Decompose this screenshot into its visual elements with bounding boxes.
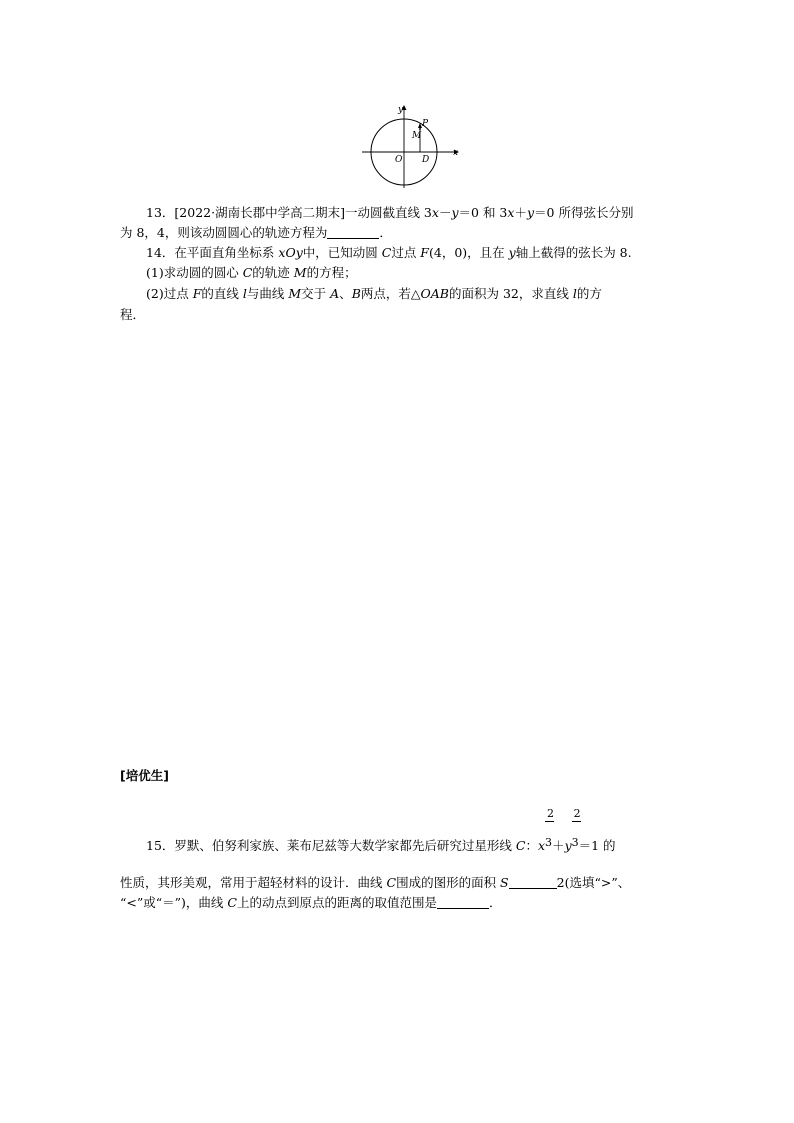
label-x: x [453, 148, 459, 158]
fraction-bar [545, 821, 554, 822]
answer-blank[interactable] [509, 876, 557, 889]
label-d: D [422, 155, 430, 165]
q13-line1: 13．[2022·湖南长郡中学高二期末]一动圆截直线 3x－y＝0 和 3x＋y＝0 所得弦长分别 [146, 205, 634, 220]
exponent-fraction: $\frac{2}{3}$ [545, 807, 555, 849]
q14-line1: 14．在平面直角坐标系 xOy中，已知动圆 C过点 F(4，0)，且在 y轴上截得的弦长为 8. [146, 245, 632, 260]
q15-line3: “<”或“＝”)，曲线 C上的动点到原点的距离的取值范围是 ． [120, 895, 502, 910]
q15-line1: 15．罗默、伯努利家族、莱布尼兹等大数学家都先后研究过星形线 C：x $\frac{2}{3}+y$ $\frac{2}{3}=1$ 的 [146, 807, 616, 853]
label-p: P [422, 119, 429, 129]
label-m: M [412, 131, 422, 141]
q14-part2: (2)过点 F的直线 l与曲线 M交于 A、B两点，若△OAB的面积为 32，求直线 l的方 [146, 286, 602, 301]
exponent-fraction: $\frac{2}{3}$ [571, 807, 581, 849]
label-y: y [398, 105, 404, 115]
q15-line2: 性质，其形美观，常用于超轻材料的设计．曲线 C围成的图形的面积 S 2(选填“>”、 [120, 875, 631, 890]
circle-figure [358, 100, 462, 190]
q13-line2: 为 8，4，则该动圆圆心的轨迹方程为 ． [120, 225, 392, 240]
fraction-bar [572, 821, 581, 822]
q14-line4: 程． [120, 307, 146, 322]
section-title: [培优生] [120, 768, 169, 783]
answer-blank[interactable] [437, 896, 489, 909]
q14-part1: (1)求动圆的圆心 C的轨迹 M的方程； [146, 265, 357, 280]
label-o: O [395, 155, 403, 165]
answer-blank[interactable] [327, 226, 379, 239]
